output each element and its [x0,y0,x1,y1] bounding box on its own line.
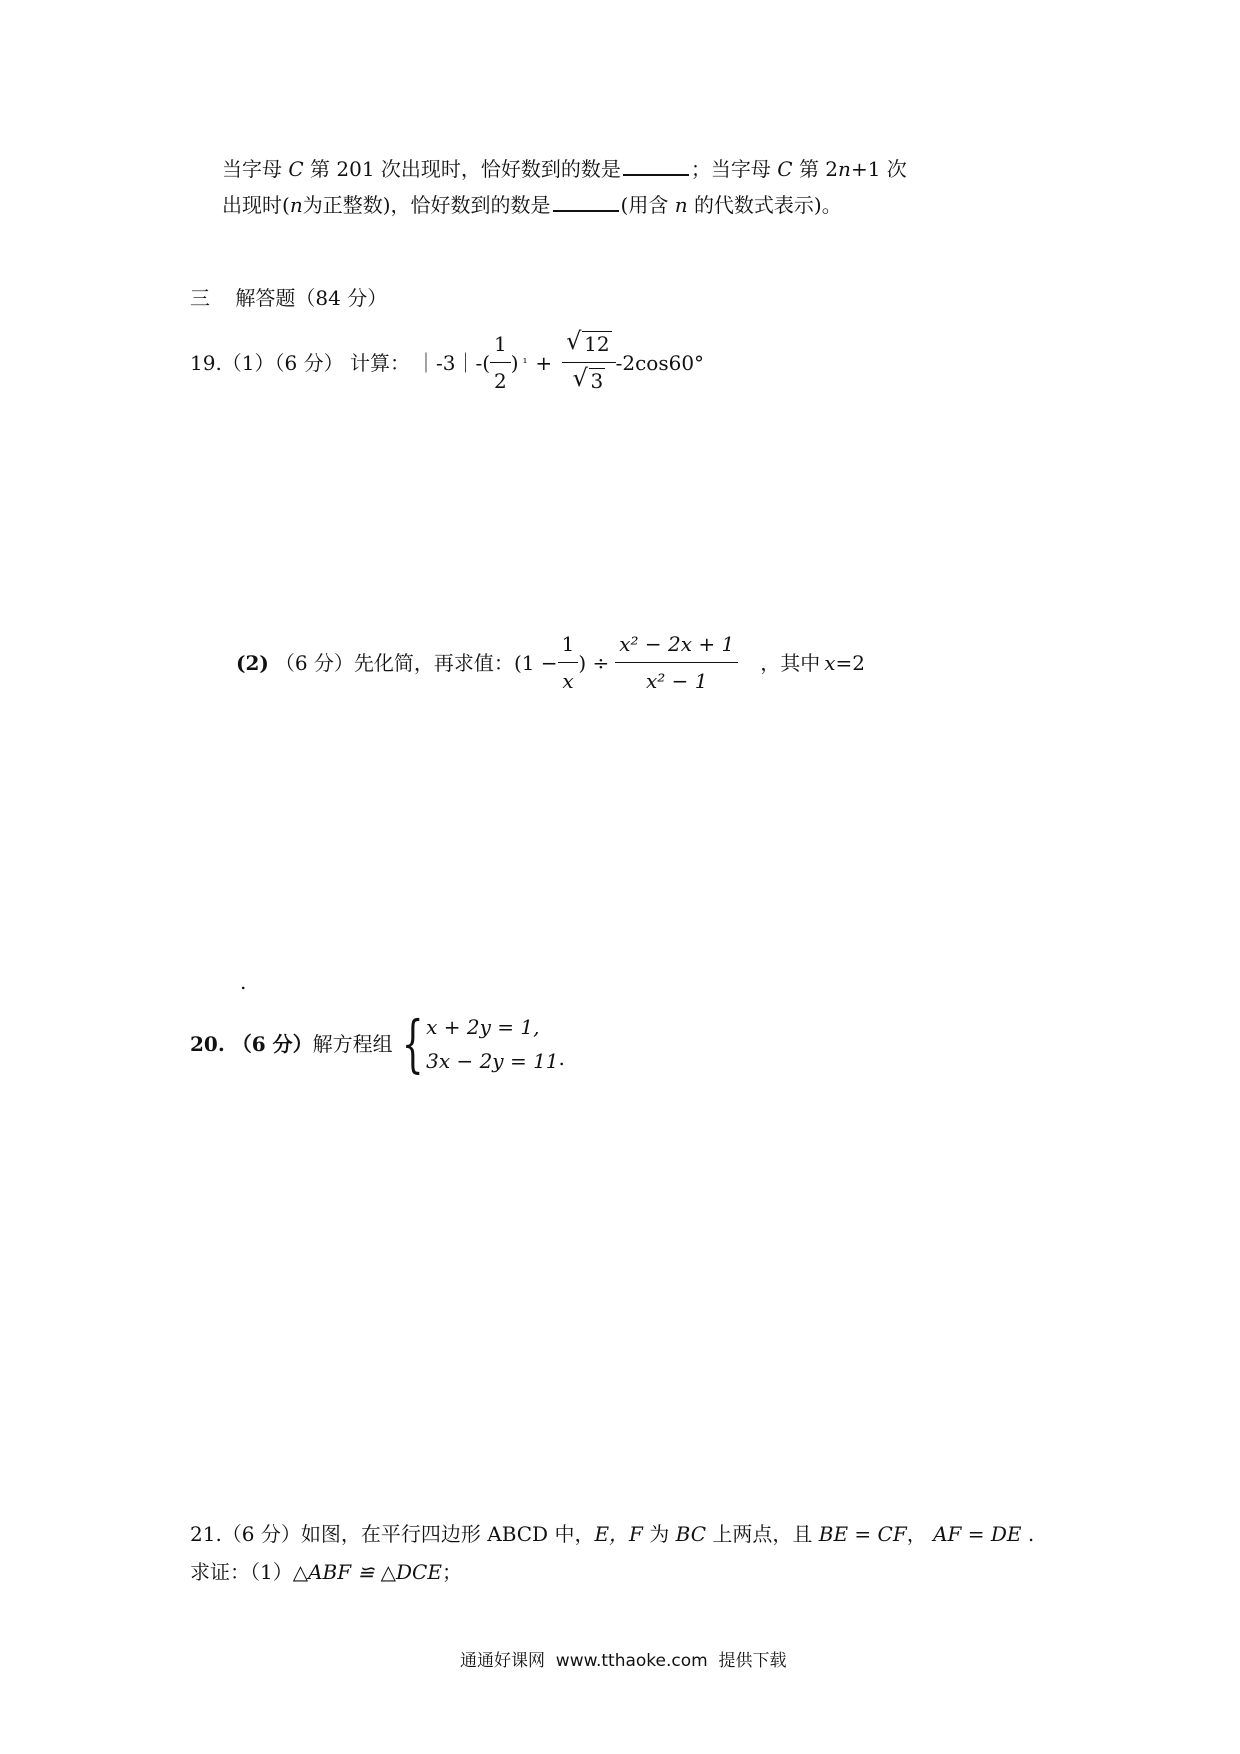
q19-2-open: (1 − [513,650,558,675]
q18-text-1b: 第 201 次出现时，恰好数到的数是 [310,157,621,181]
q19-2-label: (2) [236,650,269,675]
q18-letter-c-2: C [777,157,793,181]
q18-var-n: n [838,157,851,181]
equation-2: 3x − 2y = 11 [426,1049,559,1073]
q18-text-2c: (用含 [620,193,669,217]
equation-system [426,1010,558,1078]
q19-1-frac-num: 1 [490,330,511,363]
q19-2-close: ) ÷ [578,650,610,675]
q18-text-1d: 第 2 [798,157,839,181]
page-footer: 通通好课网 www.tthaoke.com 提供下载 [460,1651,787,1671]
q18-var-n-3: n [674,193,688,217]
q20-period: . [558,1046,565,1070]
q19-part2 [236,630,865,695]
stray-dot: . [240,970,247,994]
q19-1-fraction [490,330,511,395]
q18-text-1c: ；当字母 [690,157,771,181]
answer-blank-1[interactable] [623,154,689,176]
system-brace: { [401,1007,424,1080]
q18-line-1 [222,154,907,183]
q18-text-2b: 为正整数)，恰好数到的数是 [302,193,551,217]
q19-2-text: （6 分）先化简，再求值： [274,650,514,675]
q20-label: 20. （6 分） [190,1032,313,1056]
q18-line-2 [222,190,842,219]
q21-line-1: 21.（6 分）如图，在平行四边形 ABCD 中，E，F 为 BC 上两点，且 BE = CF， AF = DE . [190,1522,1035,1546]
q18-var-n-2: n [289,193,303,217]
q18-letter-c: C [288,157,304,181]
q19-1-label: 19.（1）（6 分） 计算： [190,350,410,375]
q18-text-2a: 出现时( [222,193,290,217]
q19-1-close: ) [510,350,519,375]
q19-1-frac-den: 2 [494,369,507,393]
q19-2-frac2: $\frac{\text{x² − 2x + 1}}{\text{x² − 1}}$ [615,630,738,695]
q19-1-abs: ｜-3｜-( [415,350,491,375]
q19-2-tail-a: ，其中 [760,650,821,675]
equation-1: x + 2y = 1, [426,1015,540,1039]
section-heading: 三 解答题（84 分） [190,286,388,310]
q19-1-plus: + [535,350,553,375]
q19-1-tail: -2cos60° [615,350,705,375]
q20 [190,1007,565,1080]
q18-text-2d: 的代数式表示)。 [693,193,842,217]
q18-text-1a: 当字母 [222,157,282,181]
q19-2-tail-x: x [824,650,836,675]
q19-part1 [190,327,705,395]
answer-blank-2[interactable] [553,190,619,212]
q21-line-2: 求证：（1）△ABF ≌ △DCE； [190,1560,462,1584]
q19-2-tail-b: =2 [835,650,865,675]
sqrt-12: √ 12 [566,327,610,356]
q18-text-1e: +1 次 [850,157,907,181]
q19-1-sqrt-fraction [562,327,615,395]
q19-2-frac1: $\frac{1}{x}$ [558,630,579,695]
q20-text: 解方程组 [312,1032,393,1056]
q19-1-exponent: ¹ [522,355,528,370]
sqrt-3: √ 3 [572,364,604,393]
